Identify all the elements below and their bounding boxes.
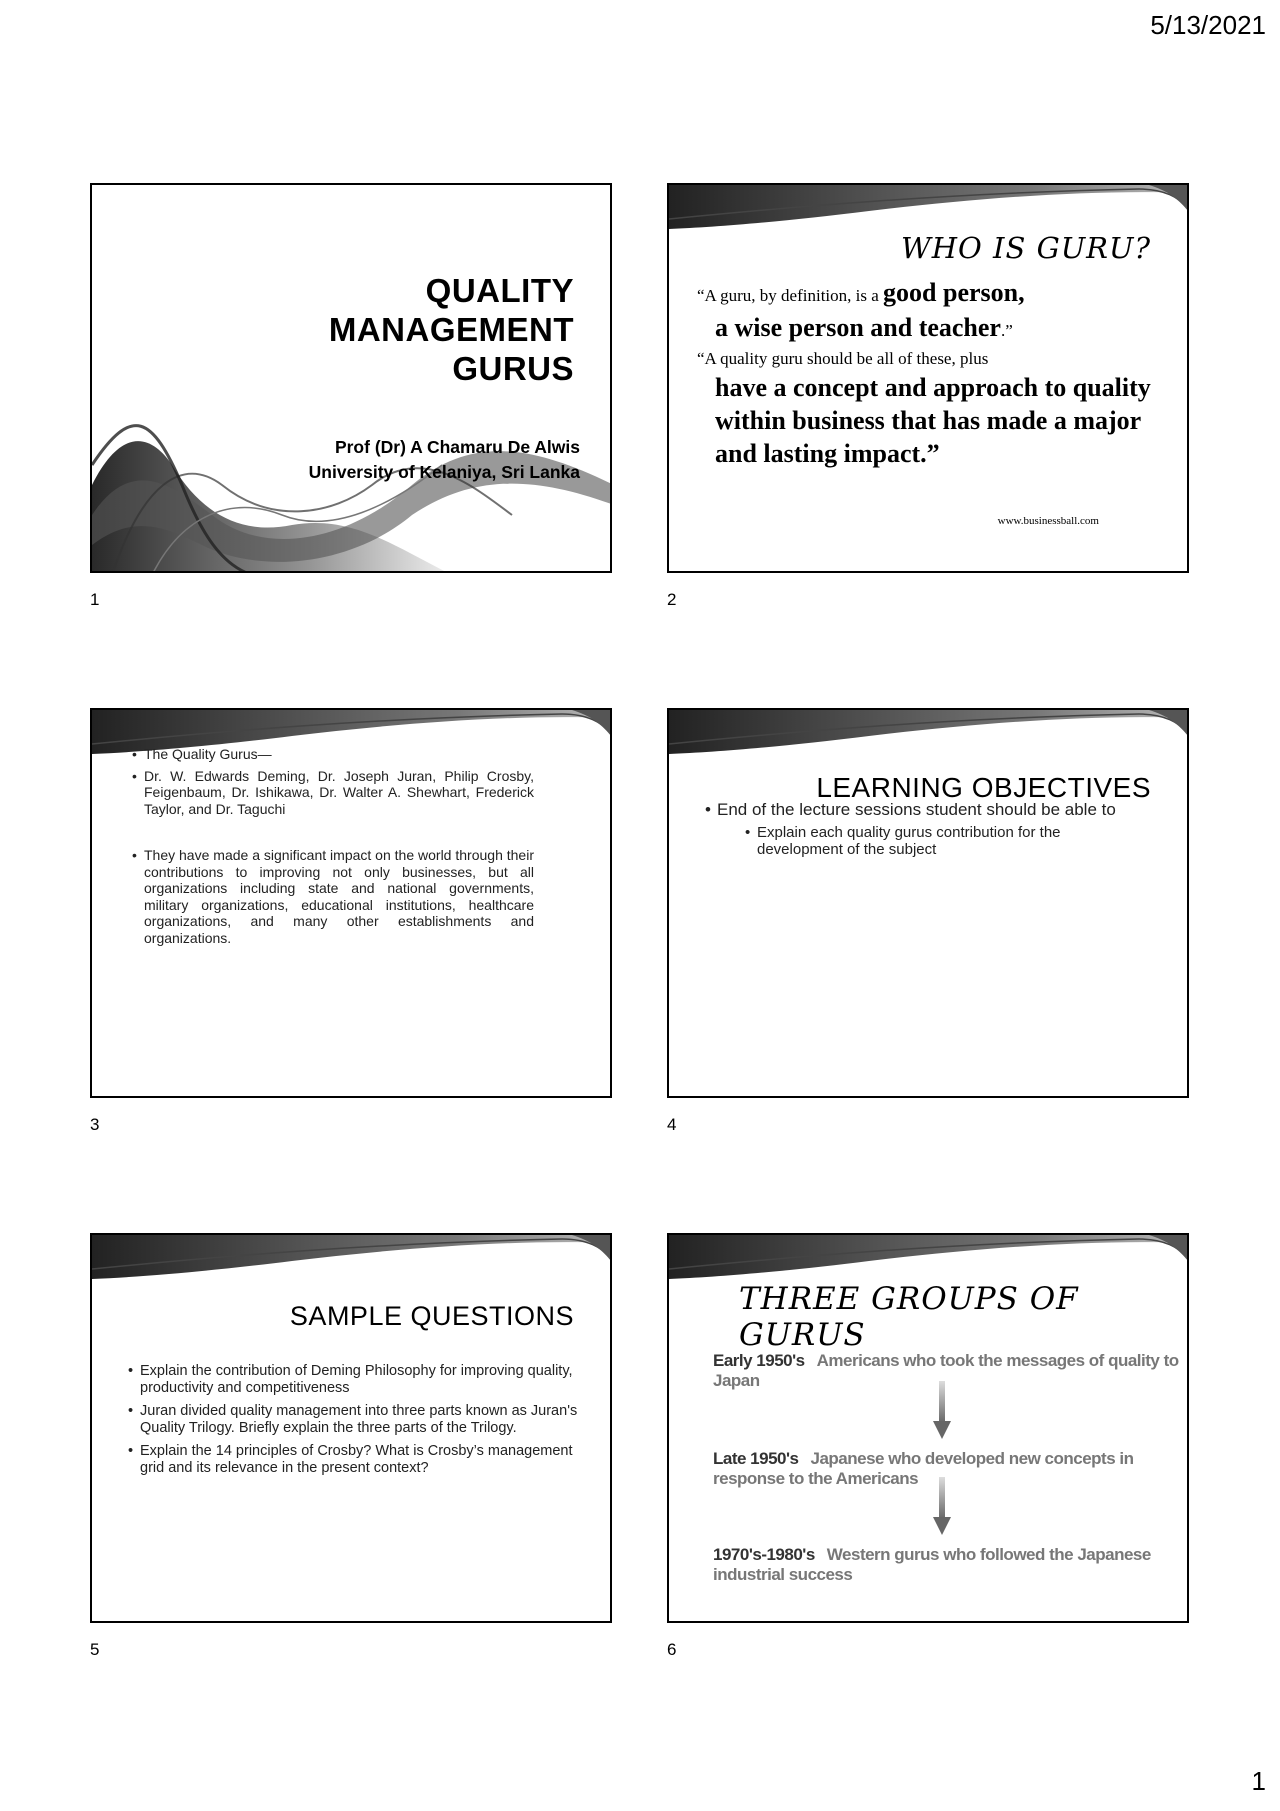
bullet-list bbox=[128, 1363, 578, 1483]
slide-number: 3 bbox=[90, 1115, 100, 1134]
sub-list-item: • Explain each quality gurus contribution for the development of the subject bbox=[745, 824, 1145, 858]
author-name: Prof (Dr) A Chamaru De Alwis bbox=[334, 437, 580, 457]
slide-6 bbox=[667, 1233, 1189, 1623]
period-text: Western gurus who followed the Japanese industrial success bbox=[713, 1545, 1151, 1584]
list-item: • Dr. W. Edwards Deming, Dr. Joseph Juran, Philip Crosby, Feigenbaum, Dr. Ishikawa, Dr. Walter A. Shewhart, Frederick Taylor, and Dr. Taguchi bbox=[132, 768, 534, 818]
page-date: 5/13/2021 bbox=[1150, 10, 1266, 40]
bullet-list bbox=[132, 746, 534, 951]
slide-2 bbox=[667, 183, 1189, 573]
slide-title: WHO IS GURU? bbox=[900, 231, 1151, 265]
quote-quality-guru-bold: have a concept and approach to quality within business that has made a major and lasting impact.” bbox=[715, 373, 1151, 468]
period-text: Japanese who developed new concepts in response to the Americans bbox=[713, 1449, 1134, 1488]
timeline-row bbox=[713, 1351, 1187, 1391]
bullet-list bbox=[705, 800, 1145, 858]
slide-3 bbox=[90, 708, 612, 1098]
slide-1 bbox=[90, 183, 612, 573]
slide-number: 6 bbox=[667, 1640, 677, 1659]
author-block bbox=[309, 435, 580, 485]
page-number: 1 bbox=[1251, 1766, 1266, 1796]
slide-title: SAMPLE QUESTIONS bbox=[289, 1301, 574, 1331]
slide-5 bbox=[90, 1233, 612, 1623]
slide-title: LEARNING OBJECTIVES bbox=[816, 772, 1151, 803]
period-label: 1970's-1980's bbox=[713, 1545, 815, 1564]
source-citation: www.businessball.com bbox=[997, 515, 1099, 527]
period-text: Americans who took the messages of quality to Japan bbox=[713, 1351, 1179, 1390]
list-item: • Juran divided quality management into three parts known as Juran's Quality Trilogy. Briefly explain the three parts of the Trilogy. bbox=[128, 1403, 578, 1437]
slide-number: 5 bbox=[90, 1640, 100, 1659]
author-affiliation: University of Kelaniya, Sri Lanka bbox=[308, 462, 580, 482]
timeline-row bbox=[713, 1545, 1187, 1585]
slide-title: THREE GROUPS OF GURUS bbox=[739, 1281, 1079, 1353]
list-item: • The Quality Gurus— bbox=[132, 746, 534, 763]
slide-number: 1 bbox=[90, 590, 100, 609]
period-label: Early 1950's bbox=[713, 1351, 805, 1370]
list-item: • They have made a significant impact on the world through their contributions to improving not only businesses, but all organizations including state and national governments, military organizations, educational institutions, healthcare organizations, and many other establishments and organizations. bbox=[132, 847, 534, 946]
timeline-row bbox=[713, 1449, 1187, 1489]
list-item: • End of the lecture sessions student should be able to • Explain each quality gurus contribution for the development of the subject bbox=[705, 800, 1145, 858]
header-swoosh bbox=[669, 710, 1189, 770]
period-label: Late 1950's bbox=[713, 1449, 799, 1468]
quote-definition: “A guru, by definition, is a good person, a wise person and teacher.” bbox=[697, 278, 1025, 342]
slide-title: QUALITY MANAGEMENT GURUS bbox=[328, 272, 574, 387]
quote-quality-guru: “A quality guru should be all of these, plus bbox=[697, 349, 989, 368]
slide-number: 4 bbox=[667, 1115, 677, 1134]
quote-block bbox=[697, 277, 1167, 470]
list-item: • Explain the 14 principles of Crosby? What is Crosby’s management grid and its relevance in the present context? bbox=[128, 1443, 578, 1477]
header-swoosh bbox=[92, 1235, 612, 1295]
slide-4 bbox=[667, 708, 1189, 1098]
slide-number: 2 bbox=[667, 590, 677, 609]
list-item: • Explain the contribution of Deming Philosophy for improving quality, productivity and competitiveness bbox=[128, 1363, 578, 1397]
